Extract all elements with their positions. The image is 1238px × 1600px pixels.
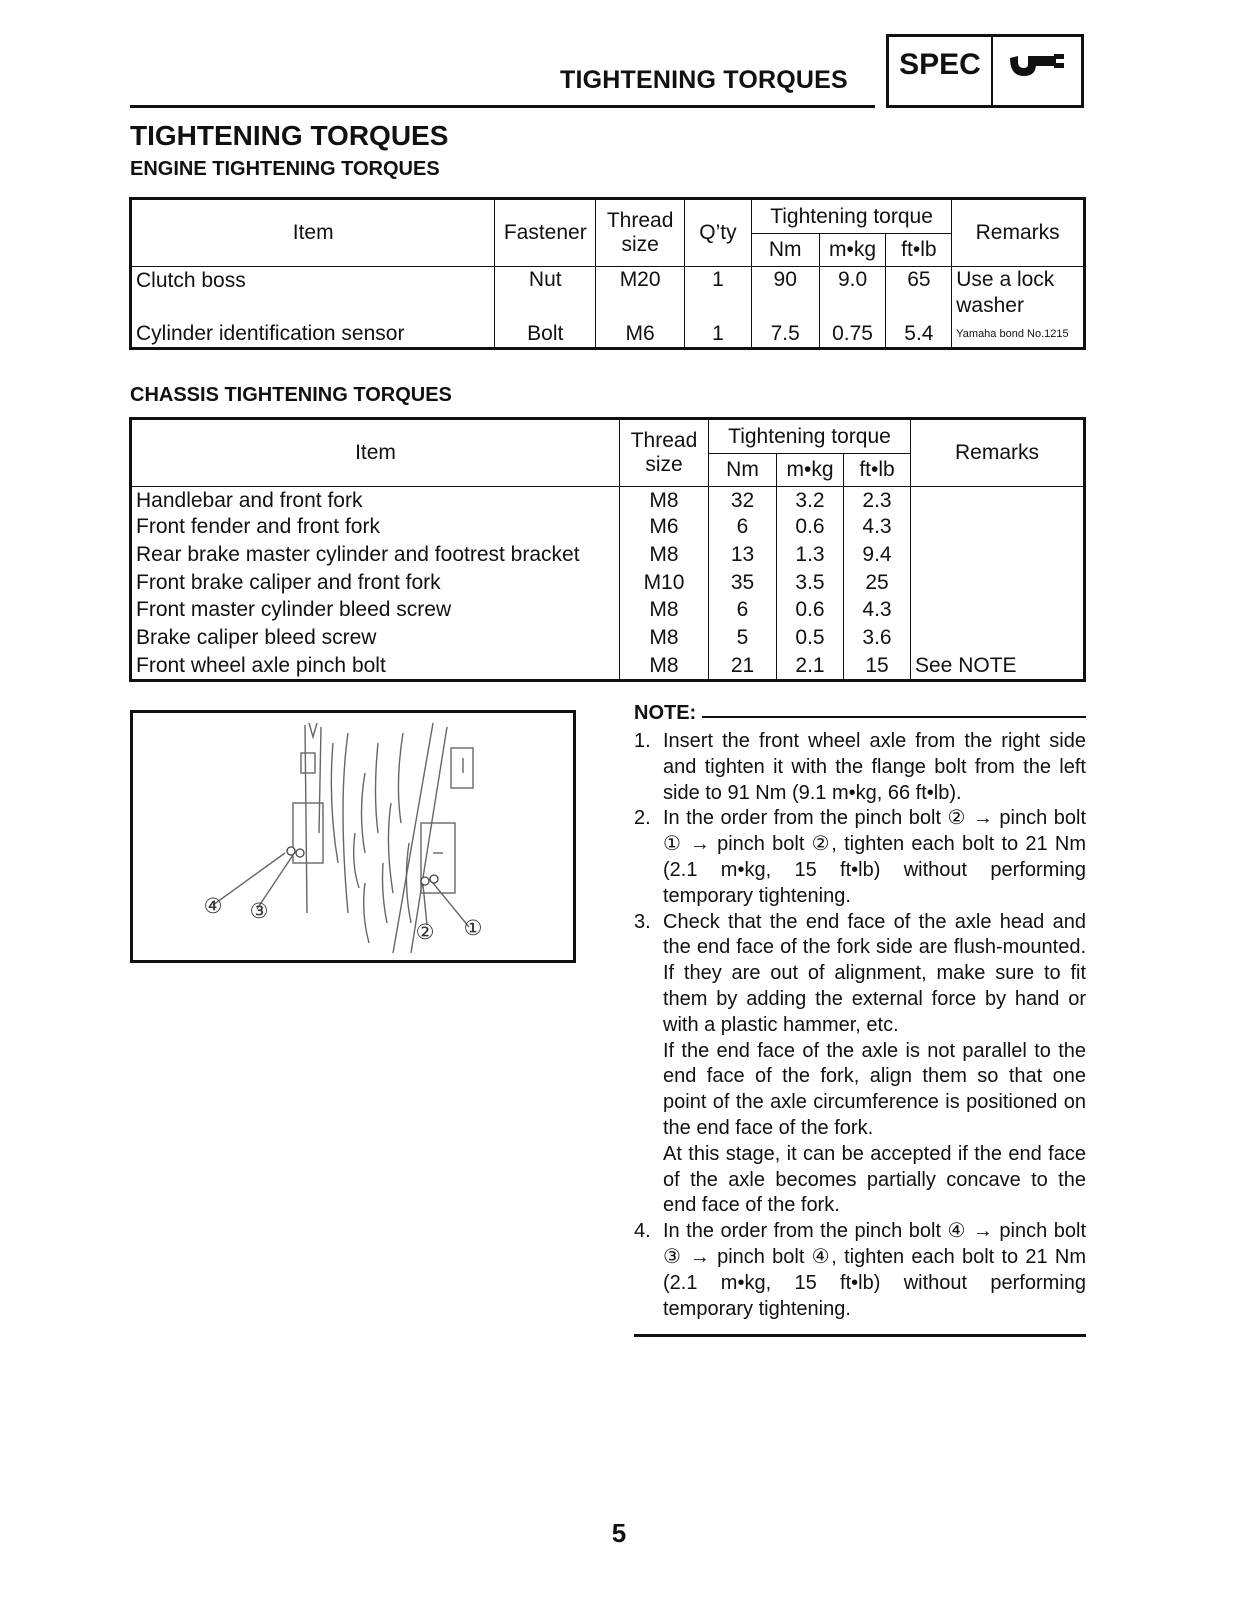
note-item-text: In the order from the pinch bolt ② → pinch bolt ① → pinch bolt ②, tighten each bolt to 21 Nm (2.1 m•kg, 15 ft•lb) without performing temporary tightening. bbox=[663, 807, 1086, 907]
note-item bbox=[634, 1142, 1086, 1219]
note-item bbox=[634, 910, 1086, 1039]
table-row bbox=[131, 542, 1085, 570]
cell-remarks: Yamaha bond No.1215 bbox=[952, 321, 1085, 349]
callout-4: ④ bbox=[203, 894, 223, 918]
note-item-number: 3. bbox=[634, 910, 651, 933]
cell-fastener: Nut bbox=[495, 267, 596, 321]
col-thread-size: Thread size bbox=[620, 419, 709, 487]
col-fastener: Fastener bbox=[495, 199, 596, 267]
page-title: TIGHTENING TORQUES bbox=[130, 120, 449, 151]
note-item-text: If the end face of the axle is not parallel to the end face of the fork, align them so that one point of the axle circumference is positioned on the end face of the fork. bbox=[663, 1039, 1086, 1139]
cell-item: Clutch boss bbox=[131, 267, 495, 321]
cell-nm: 6 bbox=[709, 514, 777, 542]
page-number: 5 bbox=[611, 1518, 627, 1548]
cell-nm: 6 bbox=[709, 597, 777, 625]
cell-nm: 5 bbox=[709, 625, 777, 653]
cell-nm: 35 bbox=[709, 570, 777, 598]
cell-item: Rear brake master cylinder and footrest bracket bbox=[131, 542, 620, 570]
note-item-text: In the order from the pinch bolt ④ → pinch bolt ③ → pinch bolt ④, tighten each bolt to 21 Nm (2.1 m•kg, 15 ft•lb) without performing temporary tightening. bbox=[663, 1220, 1086, 1320]
engine-torque-table bbox=[129, 197, 1086, 350]
cell-remarks bbox=[911, 487, 1085, 515]
cell-qty: 1 bbox=[685, 267, 752, 321]
chassis-heading: CHASSIS TIGHTENING TORQUES bbox=[130, 384, 452, 406]
cell-mkg: 3.5 bbox=[777, 570, 844, 598]
cell-remarks bbox=[911, 625, 1085, 653]
cell-thread: M6 bbox=[596, 321, 685, 349]
note-item-number: 2. bbox=[634, 807, 651, 830]
cell-mkg: 0.5 bbox=[777, 625, 844, 653]
cell-nm: 90 bbox=[751, 267, 819, 321]
col-ftlb: ft•lb bbox=[844, 454, 911, 487]
spec-badge bbox=[886, 34, 1084, 108]
cell-thread: M8 bbox=[620, 542, 709, 570]
cell-remarks bbox=[911, 542, 1085, 570]
cell-mkg: 0.75 bbox=[819, 321, 886, 349]
cell-item: Handlebar and front fork bbox=[131, 487, 620, 515]
table-row bbox=[131, 625, 1085, 653]
spec-label: SPEC bbox=[889, 37, 993, 105]
callout-1: ① bbox=[463, 916, 483, 940]
cell-nm: 32 bbox=[709, 487, 777, 515]
col-thread-size: Thread size bbox=[596, 199, 685, 267]
cell-remarks: See NOTE bbox=[911, 653, 1085, 681]
table-row bbox=[131, 514, 1085, 542]
callout-2: ② bbox=[415, 920, 435, 944]
cell-mkg: 9.0 bbox=[819, 267, 886, 321]
cell-thread: M6 bbox=[620, 514, 709, 542]
table-row bbox=[131, 321, 1085, 349]
cell-thread: M20 bbox=[596, 267, 685, 321]
cell-remarks bbox=[911, 514, 1085, 542]
cell-mkg: 3.2 bbox=[777, 487, 844, 515]
cell-ftlb: 25 bbox=[844, 570, 911, 598]
col-tightening-torque: Tightening torque bbox=[709, 419, 911, 454]
col-mkg: m•kg bbox=[777, 454, 844, 487]
note-item-text: Check that the end face of the axle head and the end face of the fork side are flush-mounted. If they are out of alignment, make sure to fit them by adding the external force by hand or with a plastic hammer, etc. bbox=[663, 910, 1086, 1036]
col-item: Item bbox=[131, 199, 495, 267]
note-item bbox=[634, 729, 1086, 806]
table-row bbox=[131, 267, 1085, 321]
cell-item: Cylinder identification sensor bbox=[131, 321, 495, 349]
wrench-icon bbox=[993, 37, 1081, 105]
cell-ftlb: 4.3 bbox=[844, 597, 911, 625]
cell-item: Front wheel axle pinch bolt bbox=[131, 653, 620, 681]
note-list bbox=[634, 729, 1086, 1322]
note-item bbox=[634, 1039, 1086, 1142]
cell-item: Brake caliper bleed screw bbox=[131, 625, 620, 653]
cell-fastener: Bolt bbox=[495, 321, 596, 349]
cell-ftlb: 4.3 bbox=[844, 514, 911, 542]
cell-item: Front fender and front fork bbox=[131, 514, 620, 542]
note-item-number bbox=[634, 1039, 663, 1142]
cell-mkg: 0.6 bbox=[777, 597, 844, 625]
cell-thread: M8 bbox=[620, 653, 709, 681]
col-item: Item bbox=[131, 419, 620, 487]
col-remarks: Remarks bbox=[911, 419, 1085, 487]
note-item-text: Insert the front wheel axle from the right side and tighten it with the flange bolt from the left side to 91 Nm (9.1 m•kg, 66 ft•lb). bbox=[663, 730, 1086, 804]
note-heading bbox=[634, 702, 1086, 725]
cell-ftlb: 3.6 bbox=[844, 625, 911, 653]
note-heading-label: NOTE: bbox=[634, 702, 697, 724]
cell-mkg: 2.1 bbox=[777, 653, 844, 681]
cell-item: Front brake caliper and front fork bbox=[131, 570, 620, 598]
cell-thread: M8 bbox=[620, 597, 709, 625]
cell-remarks: Use a lock washer bbox=[952, 267, 1085, 321]
section-header-title: TIGHTENING TORQUES bbox=[560, 66, 848, 94]
cell-nm: 13 bbox=[709, 542, 777, 570]
cell-mkg: 1.3 bbox=[777, 542, 844, 570]
col-nm: Nm bbox=[709, 454, 777, 487]
cell-remarks bbox=[911, 570, 1085, 598]
cell-thread: M8 bbox=[620, 487, 709, 515]
col-ftlb: ft•lb bbox=[886, 234, 952, 267]
cell-nm: 21 bbox=[709, 653, 777, 681]
note-item bbox=[634, 1219, 1086, 1322]
cell-ftlb: 5.4 bbox=[886, 321, 952, 349]
cell-mkg: 0.6 bbox=[777, 514, 844, 542]
note-item-number bbox=[634, 1142, 663, 1219]
note-end-rule bbox=[634, 1334, 1086, 1337]
note-item-number: 1. bbox=[634, 730, 651, 752]
cell-ftlb: 65 bbox=[886, 267, 952, 321]
header-rule bbox=[130, 105, 875, 108]
cell-ftlb: 15 bbox=[844, 653, 911, 681]
callout-3: ③ bbox=[249, 899, 269, 923]
table-row bbox=[131, 570, 1085, 598]
table-row bbox=[131, 653, 1085, 681]
note-item-text: At this stage, it can be accepted if the end face of the axle becomes partially concave to the end face of the fork. bbox=[663, 1142, 1086, 1217]
col-tightening-torque: Tightening torque bbox=[751, 199, 951, 234]
note-item bbox=[634, 806, 1086, 909]
cell-item: Front master cylinder bleed screw bbox=[131, 597, 620, 625]
front-fork-axle-diagram bbox=[130, 710, 576, 963]
table-row bbox=[131, 487, 1085, 515]
cell-ftlb: 9.4 bbox=[844, 542, 911, 570]
col-qty: Q’ty bbox=[685, 199, 752, 267]
col-nm: Nm bbox=[751, 234, 819, 267]
note-box bbox=[634, 702, 1086, 1337]
cell-nm: 7.5 bbox=[751, 321, 819, 349]
chassis-torque-table bbox=[129, 417, 1086, 682]
engine-heading: ENGINE TIGHTENING TORQUES bbox=[130, 158, 440, 180]
fork-illustration bbox=[133, 713, 573, 960]
cell-thread: M10 bbox=[620, 570, 709, 598]
col-mkg: m•kg bbox=[819, 234, 886, 267]
note-item-number: 4. bbox=[634, 1220, 651, 1243]
table-row bbox=[131, 597, 1085, 625]
cell-thread: M8 bbox=[620, 625, 709, 653]
cell-ftlb: 2.3 bbox=[844, 487, 911, 515]
cell-remarks bbox=[911, 597, 1085, 625]
cell-qty: 1 bbox=[685, 321, 752, 349]
col-remarks: Remarks bbox=[952, 199, 1085, 267]
